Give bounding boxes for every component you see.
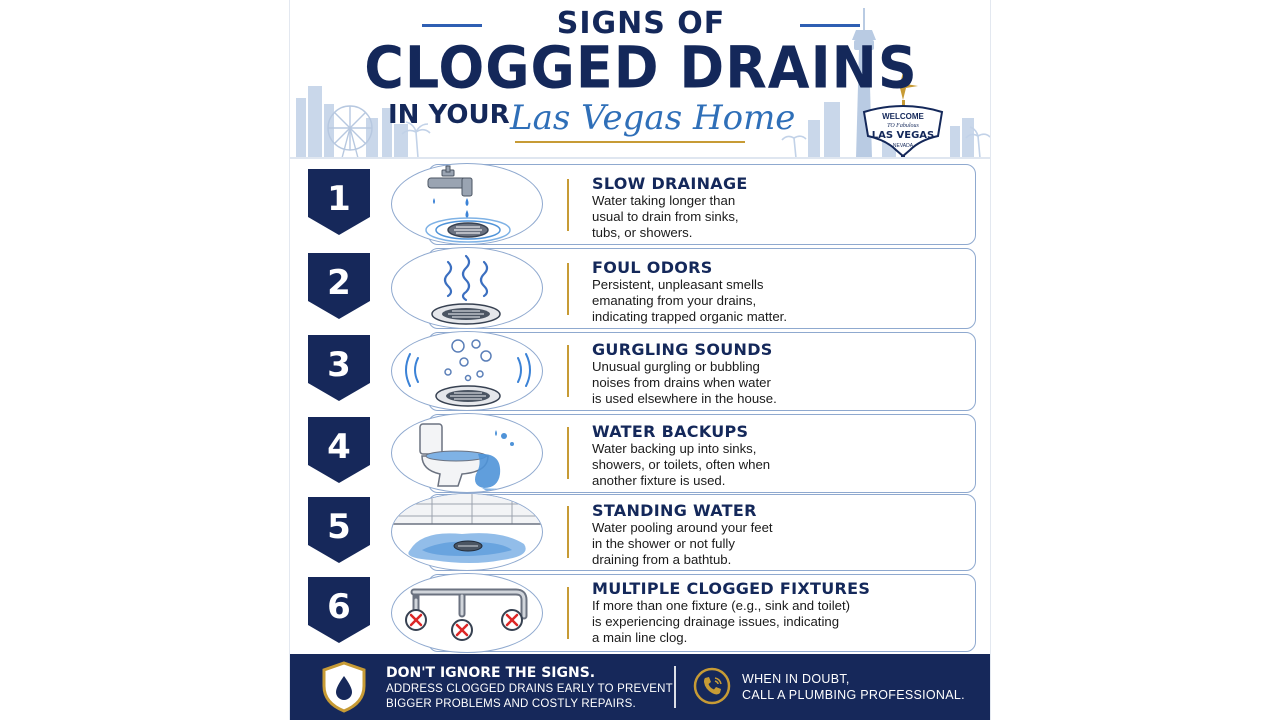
sign-row-2 [290,247,991,329]
title-dash-right [800,24,860,27]
gold-accent-bar [567,587,569,639]
number-badge-6: 6 [308,577,370,643]
number-badge-5: 5 [308,497,370,563]
sign-title: MULTIPLE CLOGGED FIXTURES [592,579,871,598]
blocked-pipes-icon [391,573,543,653]
sign-row-1 [290,163,991,245]
faucet-drain-icon [391,163,543,245]
footer-banner [290,654,991,720]
toilet-overflow-icon [391,413,543,493]
sign-row-3 [290,331,991,411]
number-badge-1: 1 [308,169,370,235]
gold-accent-bar [567,345,569,397]
sign-title: SLOW DRAINAGE [592,174,748,193]
sign-row-5 [290,493,991,571]
sign-title: STANDING WATER [592,501,757,520]
title-underline [515,141,745,143]
sign-description: Unusual gurgling or bubbling noises from drains when water is used elsewhere in the house. [592,359,777,406]
sign-title: WATER BACKUPS [592,422,749,441]
sign-description: Persistent, unpleasant smells emanating from your drains, indicating trapped organic matter. [592,277,787,324]
footer-call-to-action: WHEN IN DOUBT, CALL A PLUMBING PROFESSIONAL. [742,672,965,702]
gold-accent-bar [567,263,569,315]
title-las-vegas-home: Las Vegas Home [510,98,796,138]
gold-accent-bar [567,506,569,558]
sign-row-4 [290,413,991,493]
footer-subtext: ADDRESS CLOGGED DRAINS EARLY TO PREVENT BIGGER PROBLEMS AND COSTLY REPAIRS. [386,683,673,710]
sign-title: GURGLING SOUNDS [592,340,773,359]
gurgling-drain-icon [391,331,543,411]
footer-heading: DON'T IGNORE THE SIGNS. [386,665,596,681]
shield-drop-icon [320,661,368,713]
sign-description: If more than one fixture (e.g., sink and toilet) is experiencing drainage issues, indicating a main line clog. [592,598,851,645]
standing-water-icon [391,493,543,571]
number-badge-4: 4 [308,417,370,483]
svg-text:NEVADA: NEVADA [892,143,914,149]
svg-text:LAS VEGAS: LAS VEGAS [871,130,935,141]
number-badge-3: 3 [308,335,370,401]
gold-accent-bar [567,427,569,479]
header [290,0,991,160]
footer-divider [674,666,676,708]
title-signs-of: SIGNS OF [556,6,726,41]
sign-description: Water taking longer than usual to drain from sinks, tubs, or showers. [592,193,739,240]
svg-text:TO Fabulous: TO Fabulous [887,123,919,129]
sign-row-6 [290,573,991,653]
odor-drain-icon [391,247,543,329]
ferris-wheel-icon [328,106,372,158]
infographic-poster [289,0,991,720]
sign-title: FOUL ODORS [592,258,713,277]
header-divider [290,157,991,159]
sign-description: Water pooling around your feet in the shower or not fully draining from a bathtub. [592,520,773,567]
phone-icon [693,667,731,705]
title-clogged-drains: CLOGGED DRAINS [364,33,918,102]
title-in-your: IN YOUR [388,100,510,130]
svg-text:WELCOME: WELCOME [882,112,924,121]
number-badge-2: 2 [308,253,370,319]
gold-accent-bar [567,179,569,231]
sign-description: Water backing up into sinks, showers, or toilets, often when another fixture is used. [592,441,771,488]
